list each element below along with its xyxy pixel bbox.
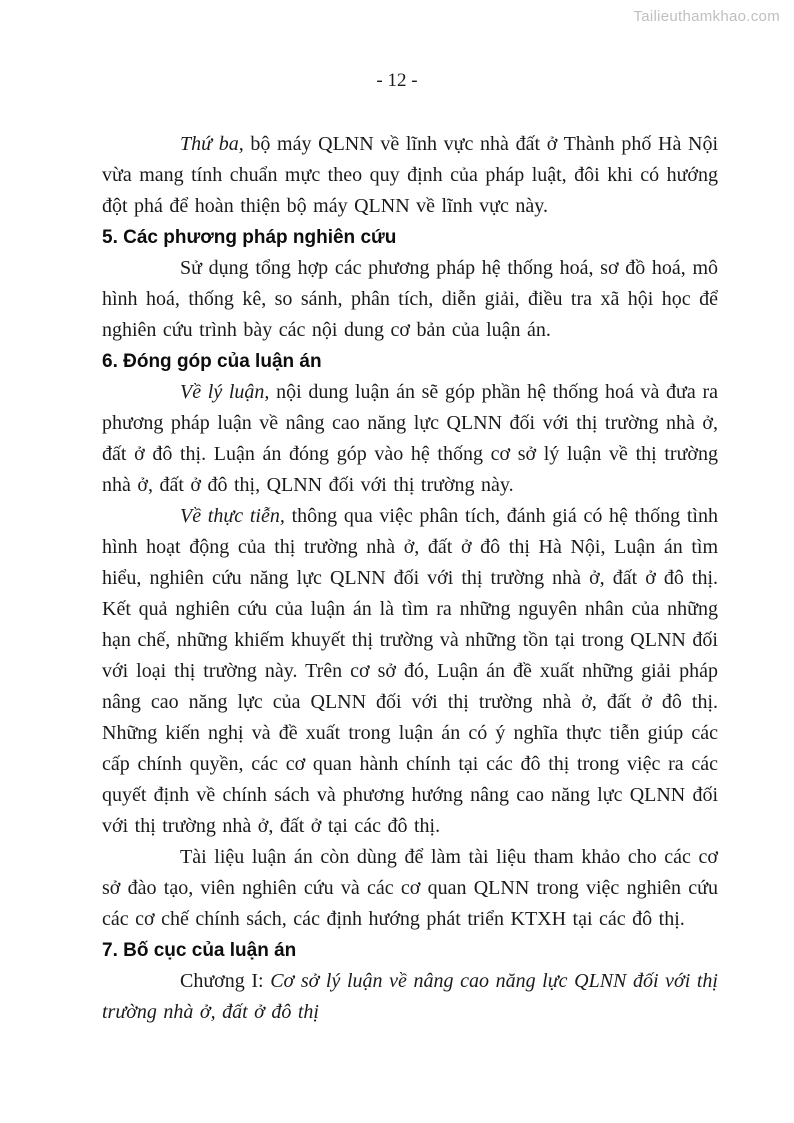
body-paragraph: [102, 253, 718, 346]
section-heading: [102, 935, 718, 966]
body-paragraph: [102, 966, 718, 1028]
page-number: - 12 -: [376, 70, 418, 91]
watermark-text: Tailieuthamkhao.com: [633, 8, 780, 25]
text-segment: 5. Các phương pháp nghiên cứu: [102, 227, 397, 248]
text-segment: 7. Bố cục của luận án: [102, 940, 297, 961]
italic-text-segment: Về thực tiễn,: [180, 505, 292, 527]
italic-text-segment: Về lý luận,: [180, 381, 277, 403]
text-segment: Chương I:: [180, 970, 271, 992]
text-segment: nội dung luận án sẽ góp phần hệ thống hoá và đưa ra phương pháp luận về nâng cao năng lực QLNN đối với thị trường nhà ở, đất ở đô thị. Luận án đóng góp vào hệ thống cơ sở lý luận về thị trường nhà ở, đất ở đô thị, QLNN đối với thị trường này.: [102, 381, 718, 496]
body-paragraph: [102, 501, 718, 842]
text-segment: 6. Đóng góp của luận án: [102, 351, 322, 372]
text-segment: Tài liệu luận án còn dùng để làm tài liệu tham khảo cho các cơ sở đào tạo, viên nghiên cứu và các cơ quan QLNN trong việc nghiên cứu các cơ chế chính sách, các định hướng phát triển KTXH tại các đô thị.: [102, 846, 718, 930]
body-paragraph: [102, 842, 718, 935]
text-segment: thông qua việc phân tích, đánh giá có hệ thống tình hình hoạt động của thị trường nhà ở, đất ở đô thị Hà Nội, Luận án tìm hiểu, nghiên cứu năng lực QLNN đối với thị trường nhà ở, đất ở đô thị. Kết quả nghiên cứu của luận án là tìm ra những nguyên nhân của những hạn chế, những khiếm khuyết thị trường và những tồn tại trong QLNN đối với loại thị trường này. Trên cơ sở đó, Luận án đề xuất những giải pháp nâng cao năng lực của QLNN đối với thị trường nhà ở, đất ở đô thị. Những kiến nghị và đề xuất trong luận án có ý nghĩa thực tiễn giúp các cấp chính quyền, các cơ quan hành chính tại các đô thị trong việc ra các quyết định về chính sách và phương hướng nâng cao năng lực QLNN đối với thị trường nhà ở, đất ở tại các đô thị.: [102, 505, 718, 837]
text-segment: bộ máy QLNN về lĩnh vực nhà đất ở Thành phố Hà Nội vừa mang tính chuẩn mực theo quy định của pháp luật, đôi khi có hướng đột phá để hoàn thiện bộ máy QLNN về lĩnh vực này.: [102, 133, 718, 217]
document-body: [102, 129, 718, 1028]
section-heading: [102, 346, 718, 377]
section-heading: [102, 222, 718, 253]
text-segment: Sử dụng tổng hợp các phương pháp hệ thống hoá, sơ đồ hoá, mô hình hoá, thống kê, so sánh, phân tích, diễn giải, điều tra xã hội học để nghiên cứu trình bày các nội dung cơ bản của luận án.: [102, 257, 718, 341]
body-paragraph: [102, 377, 718, 501]
italic-text-segment: Thứ ba,: [180, 133, 251, 155]
italic-text-segment: Cơ sở lý luận về nâng cao năng lực QLNN đối với thị trường nhà ở, đất ở đô thị: [102, 970, 718, 1023]
body-paragraph: [102, 129, 718, 222]
